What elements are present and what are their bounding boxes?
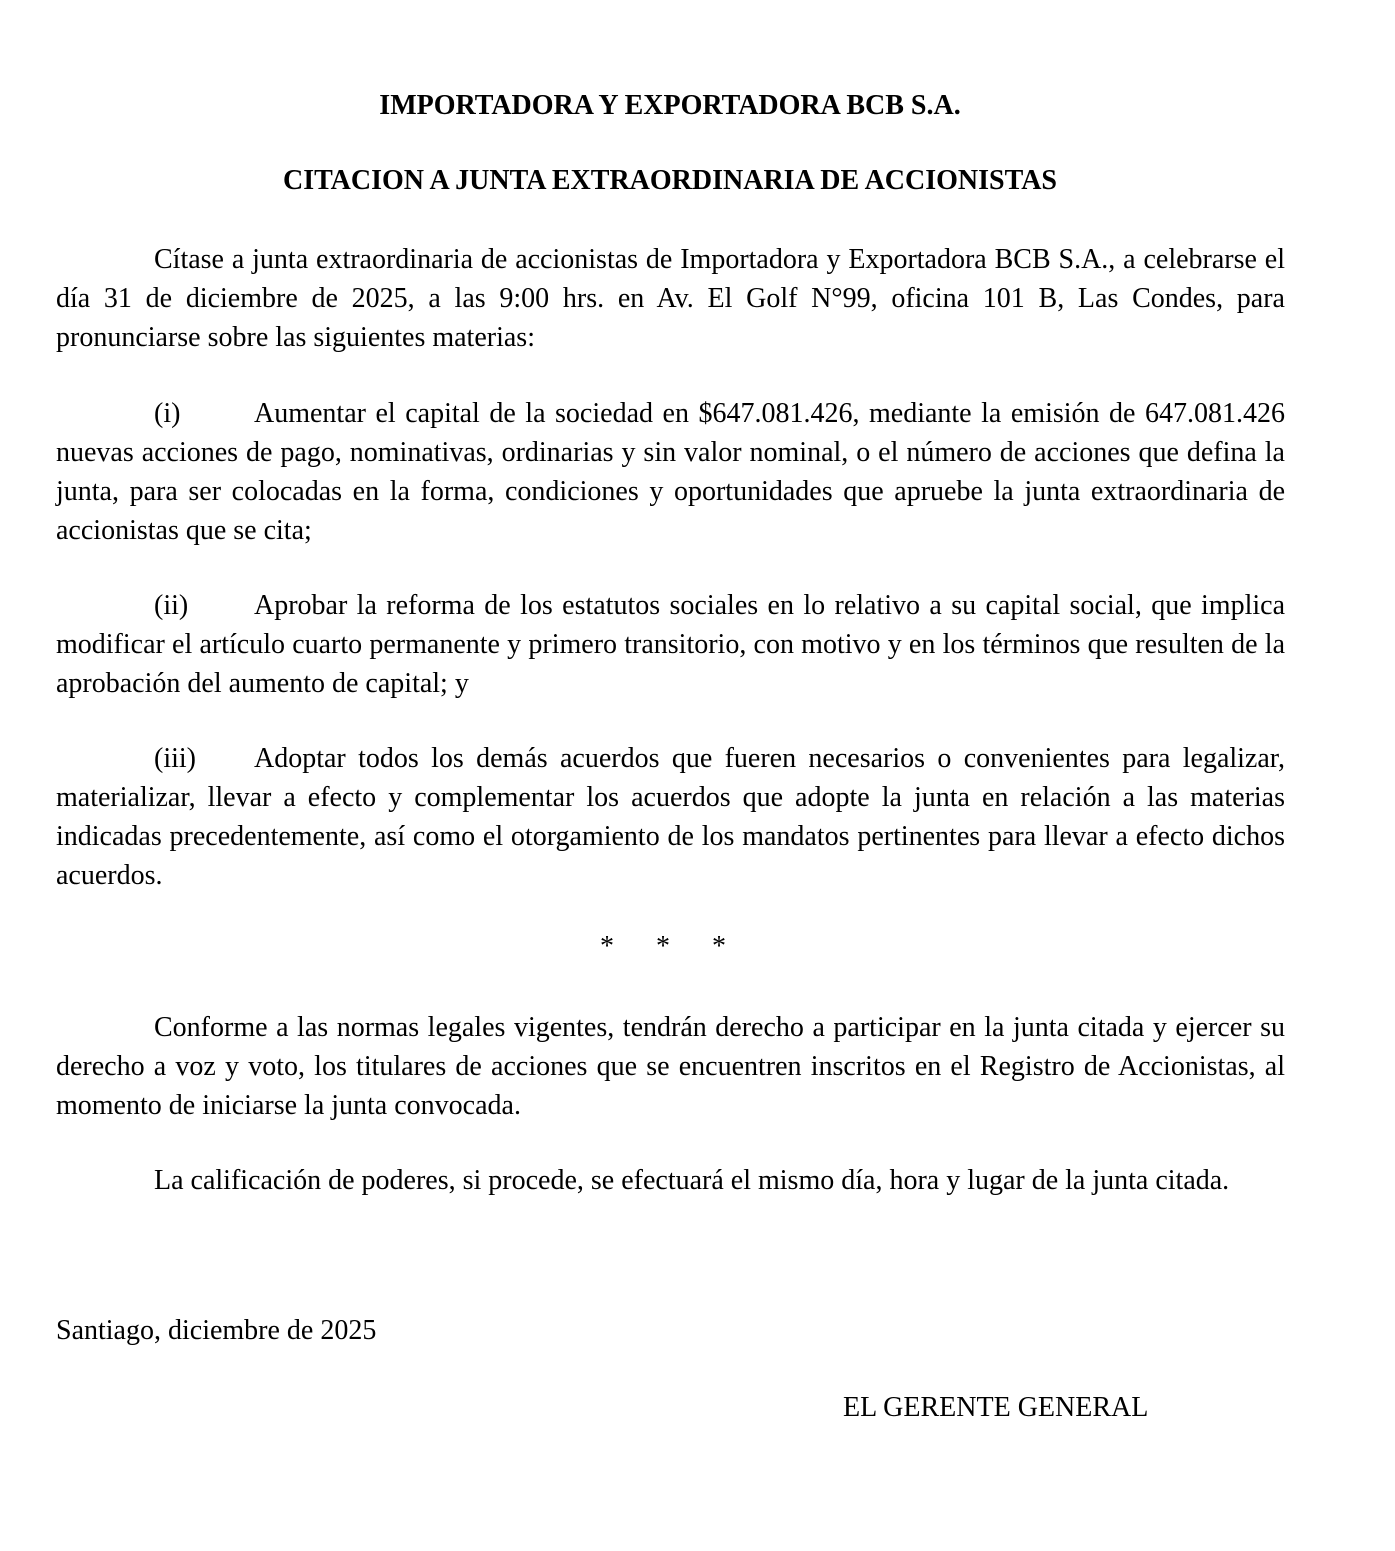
section-separator: * * *	[600, 931, 726, 962]
agenda-item-1	[56, 394, 1285, 550]
agenda-item-text: Aumentar el capital de la sociedad en $647.081.426, mediante la emisión de 647.081.426 nuevas acciones de pago, nominativas, ordinarias y sin valor nominal, o el número de acciones que defina la junta, para ser colocadas en la forma, condiciones y oportunidades que apruebe la junta extraordinaria de accionistas que se cita;	[56, 398, 1285, 546]
document-subject: CITACION A JUNTA EXTRAORDINARIA DE ACCIONISTAS	[282, 165, 1058, 196]
participation-paragraph: Conforme a las normas legales vigentes, tendrán derecho a participar en la junta citada y ejercer su derecho a voz y voto, los titulares de acciones que se encuentren inscritos en el Registro de Accionistas, al momento de iniciarse la junta convocada.	[56, 1012, 1285, 1121]
agenda-item-3	[56, 739, 1285, 895]
agenda-item-number: (ii)	[154, 590, 189, 621]
intro-paragraph: Cítase a junta extraordinaria de accionistas de Importadora y Exportadora BCB S.A., a celebrarse el día 31 de diciembre de 2025, a las 9:00 hrs. en Av. El Golf N°99, oficina 101 B, Las Condes, para pronunciarse sobre las siguientes materias:	[56, 244, 1285, 353]
company-name: IMPORTADORA Y EXPORTADORA BCB S.A.	[379, 90, 961, 121]
agenda-item-text: Aprobar la reforma de los estatutos sociales en lo relativo a su capital social, que implica modificar el artículo cuarto permanente y primero transitorio, con motivo y en los términos que resulten de la aprobación del aumento de capital; y	[56, 590, 1285, 699]
agenda-item-number: (i)	[154, 398, 181, 429]
agenda-item-number: (iii)	[154, 743, 196, 774]
agenda-item-text: Adoptar todos los demás acuerdos que fueren necesarios o convenientes para legalizar, materializar, llevar a efecto y complementar los acuerdos que adopte la junta en relación a las materias indicadas precedentemente, así como el otorgamiento de los mandatos pertinentes para llevar a efecto dichos acuerdos.	[56, 743, 1285, 891]
signatory-title: EL GERENTE GENERAL	[843, 1392, 1149, 1423]
place-and-date: Santiago, diciembre de 2025	[56, 1315, 377, 1346]
agenda-item-2	[56, 586, 1285, 703]
powers-paragraph: La calificación de poderes, si procede, se efectuará el mismo día, hora y lugar de la junta citada.	[154, 1165, 1230, 1196]
